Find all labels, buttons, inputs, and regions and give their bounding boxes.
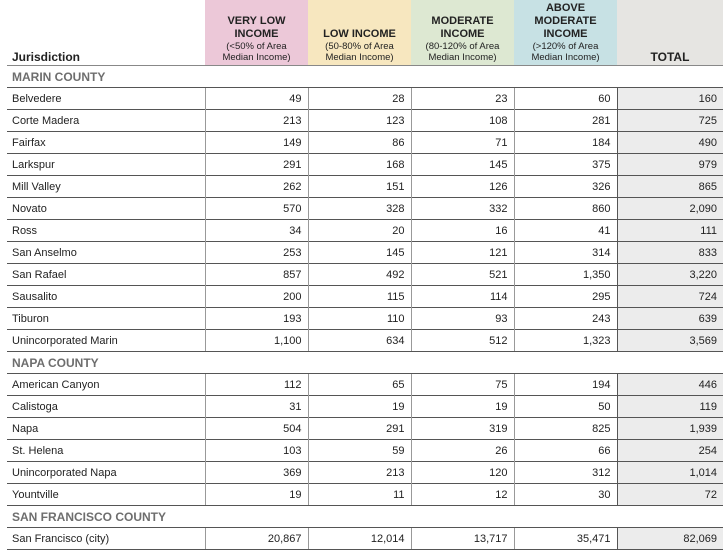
above-moderate-cell: 184	[514, 132, 617, 154]
total-cell: 1,939	[617, 418, 723, 440]
housing-allocation-table	[7, 0, 723, 550]
very-low-cell: 253	[205, 242, 308, 264]
total-cell: 833	[617, 242, 723, 264]
above-moderate-cell: 312	[514, 462, 617, 484]
low-cell: 151	[308, 176, 411, 198]
table-row	[7, 330, 723, 352]
above-moderate-income-title2: INCOME	[543, 28, 588, 40]
moderate-cell: 71	[411, 132, 514, 154]
moderate-cell: 120	[411, 462, 514, 484]
jurisdiction-cell: Larkspur	[7, 154, 205, 176]
table-row	[7, 198, 723, 220]
jurisdiction-cell: San Anselmo	[7, 242, 205, 264]
very-low-cell: 34	[205, 220, 308, 242]
total-cell: 490	[617, 132, 723, 154]
above-moderate-cell: 314	[514, 242, 617, 264]
above-moderate-income-header	[514, 0, 617, 66]
above-moderate-cell: 860	[514, 198, 617, 220]
above-moderate-cell: 281	[514, 110, 617, 132]
total-cell: 446	[617, 374, 723, 396]
total-cell: 979	[617, 154, 723, 176]
low-income-title: LOW INCOME	[323, 28, 396, 40]
very-low-income-sub2: Median Income)	[222, 52, 291, 63]
moderate-cell: 13,717	[411, 528, 514, 550]
moderate-cell: 93	[411, 308, 514, 330]
low-cell: 145	[308, 242, 411, 264]
jurisdiction-cell: Mill Valley	[7, 176, 205, 198]
above-moderate-cell: 60	[514, 88, 617, 110]
low-cell: 28	[308, 88, 411, 110]
moderate-cell: 126	[411, 176, 514, 198]
jurisdiction-cell: San Francisco (city)	[7, 528, 205, 550]
low-cell: 123	[308, 110, 411, 132]
very-low-cell: 112	[205, 374, 308, 396]
jurisdiction-cell: Sausalito	[7, 286, 205, 308]
jurisdiction-cell: Yountville	[7, 484, 205, 506]
total-cell: 82,069	[617, 528, 723, 550]
jurisdiction-cell: St. Helena	[7, 440, 205, 462]
very-low-cell: 369	[205, 462, 308, 484]
very-low-cell: 213	[205, 110, 308, 132]
very-low-cell: 291	[205, 154, 308, 176]
table-row	[7, 440, 723, 462]
total-cell: 1,014	[617, 462, 723, 484]
very-low-cell: 1,100	[205, 330, 308, 352]
total-cell: 111	[617, 220, 723, 242]
above-moderate-cell: 1,350	[514, 264, 617, 286]
above-moderate-cell: 50	[514, 396, 617, 418]
above-moderate-cell: 375	[514, 154, 617, 176]
total-cell: 254	[617, 440, 723, 462]
above-moderate-cell: 1,323	[514, 330, 617, 352]
total-cell: 865	[617, 176, 723, 198]
jurisdiction-cell: Novato	[7, 198, 205, 220]
very-low-cell: 103	[205, 440, 308, 462]
county-name: MARIN COUNTY	[7, 66, 723, 88]
table-row	[7, 286, 723, 308]
moderate-cell: 121	[411, 242, 514, 264]
jurisdiction-header: Jurisdiction	[12, 50, 81, 64]
moderate-cell: 114	[411, 286, 514, 308]
total-cell: 2,090	[617, 198, 723, 220]
table-body	[7, 66, 723, 550]
total-cell: 724	[617, 286, 723, 308]
very-low-cell: 20,867	[205, 528, 308, 550]
very-low-cell: 49	[205, 88, 308, 110]
table-row	[7, 132, 723, 154]
moderate-cell: 26	[411, 440, 514, 462]
jurisdiction-cell: Unincorporated Marin	[7, 330, 205, 352]
total-cell: 119	[617, 396, 723, 418]
total-cell: 3,569	[617, 330, 723, 352]
above-moderate-cell: 825	[514, 418, 617, 440]
low-cell: 11	[308, 484, 411, 506]
above-moderate-cell: 35,471	[514, 528, 617, 550]
very-low-cell: 857	[205, 264, 308, 286]
above-moderate-cell: 243	[514, 308, 617, 330]
county-header-row	[7, 352, 723, 374]
very-low-cell: 570	[205, 198, 308, 220]
total-cell: 160	[617, 88, 723, 110]
moderate-cell: 23	[411, 88, 514, 110]
jurisdiction-cell: Belvedere	[7, 88, 205, 110]
moderate-cell: 19	[411, 396, 514, 418]
header-row	[7, 0, 723, 66]
total-cell: 3,220	[617, 264, 723, 286]
low-cell: 65	[308, 374, 411, 396]
very-low-cell: 262	[205, 176, 308, 198]
above-moderate-income-sub2: Median Income)	[531, 52, 600, 63]
very-low-income-sub1: (<50% of Area	[226, 41, 287, 52]
jurisdiction-cell: American Canyon	[7, 374, 205, 396]
low-cell: 12,014	[308, 528, 411, 550]
county-name: SAN FRANCISCO COUNTY	[7, 506, 723, 528]
low-income-sub2: Median Income)	[325, 52, 394, 63]
moderate-cell: 16	[411, 220, 514, 242]
very-low-cell: 149	[205, 132, 308, 154]
low-income-header	[308, 0, 411, 66]
table-row	[7, 220, 723, 242]
jurisdiction-cell: Ross	[7, 220, 205, 242]
low-cell: 634	[308, 330, 411, 352]
county-name: NAPA COUNTY	[7, 352, 723, 374]
above-moderate-cell: 30	[514, 484, 617, 506]
moderate-cell: 319	[411, 418, 514, 440]
jurisdiction-cell: Unincorporated Napa	[7, 462, 205, 484]
low-cell: 19	[308, 396, 411, 418]
very-low-income-title: VERY LOW INCOME	[227, 15, 286, 40]
low-cell: 168	[308, 154, 411, 176]
table-row	[7, 484, 723, 506]
moderate-cell: 521	[411, 264, 514, 286]
low-cell: 20	[308, 220, 411, 242]
table-row	[7, 88, 723, 110]
table-row	[7, 110, 723, 132]
moderate-income-sub2: Median Income)	[428, 52, 497, 63]
total-cell: 639	[617, 308, 723, 330]
table-row	[7, 396, 723, 418]
total-cell: 725	[617, 110, 723, 132]
very-low-cell: 193	[205, 308, 308, 330]
above-moderate-cell: 66	[514, 440, 617, 462]
moderate-cell: 332	[411, 198, 514, 220]
moderate-cell: 145	[411, 154, 514, 176]
table-row	[7, 418, 723, 440]
table-row	[7, 154, 723, 176]
table-row	[7, 374, 723, 396]
moderate-income-sub1: (80-120% of Area	[425, 41, 500, 52]
above-moderate-cell: 41	[514, 220, 617, 242]
low-cell: 115	[308, 286, 411, 308]
moderate-cell: 108	[411, 110, 514, 132]
above-moderate-income-title1: ABOVE MODERATE	[534, 2, 597, 27]
low-cell: 110	[308, 308, 411, 330]
above-moderate-income-sub1: (>120% of Area	[532, 41, 599, 52]
low-cell: 59	[308, 440, 411, 462]
jurisdiction-cell: Napa	[7, 418, 205, 440]
very-low-cell: 504	[205, 418, 308, 440]
low-income-sub1: (50-80% of Area	[325, 41, 394, 52]
table-row	[7, 462, 723, 484]
low-cell: 86	[308, 132, 411, 154]
table-row	[7, 176, 723, 198]
above-moderate-cell: 295	[514, 286, 617, 308]
moderate-income-title: MODERATE INCOME	[431, 15, 494, 40]
jurisdiction-cell: Calistoga	[7, 396, 205, 418]
jurisdiction-cell: Tiburon	[7, 308, 205, 330]
above-moderate-cell: 194	[514, 374, 617, 396]
jurisdiction-cell: Fairfax	[7, 132, 205, 154]
very-low-cell: 19	[205, 484, 308, 506]
low-cell: 492	[308, 264, 411, 286]
table-row	[7, 264, 723, 286]
total-cell: 72	[617, 484, 723, 506]
county-header-row	[7, 66, 723, 88]
total-header: TOTAL	[617, 0, 723, 66]
low-cell: 328	[308, 198, 411, 220]
table-row	[7, 528, 723, 550]
jurisdiction-cell: Corte Madera	[7, 110, 205, 132]
moderate-income-header	[411, 0, 514, 66]
moderate-cell: 75	[411, 374, 514, 396]
moderate-cell: 512	[411, 330, 514, 352]
moderate-cell: 12	[411, 484, 514, 506]
jurisdiction-cell: San Rafael	[7, 264, 205, 286]
low-cell: 291	[308, 418, 411, 440]
very-low-cell: 31	[205, 396, 308, 418]
very-low-cell: 200	[205, 286, 308, 308]
low-cell: 213	[308, 462, 411, 484]
above-moderate-cell: 326	[514, 176, 617, 198]
table-row	[7, 308, 723, 330]
county-header-row	[7, 506, 723, 528]
very-low-income-header	[205, 0, 308, 66]
table-row	[7, 242, 723, 264]
